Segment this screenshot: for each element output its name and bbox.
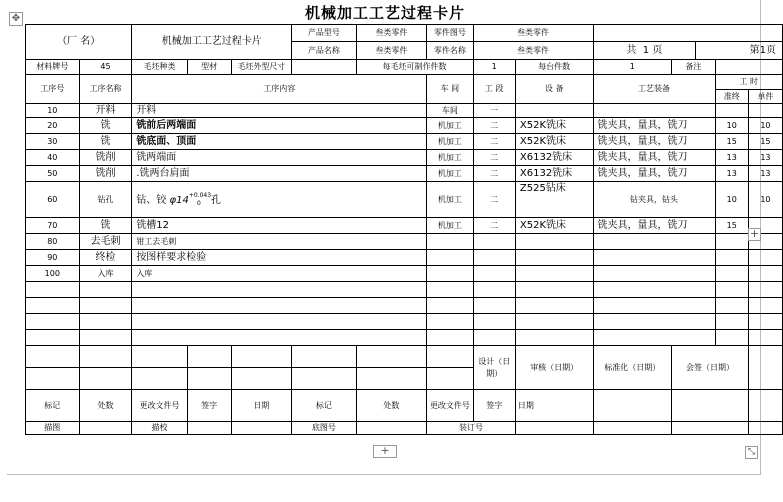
- op-section: 二: [473, 166, 515, 182]
- col-time-prep: 准终: [715, 90, 748, 104]
- op-equipment: X6132铣床: [515, 166, 593, 182]
- product-model-value: 叁类零件: [356, 25, 427, 42]
- remarks-label: 备注: [672, 60, 715, 75]
- op-name: 铣: [79, 134, 132, 150]
- op-no: 30: [26, 134, 80, 150]
- op-time-unit: [748, 266, 782, 282]
- op-section: [473, 266, 515, 282]
- mark-label-2: 标记: [292, 390, 356, 422]
- product-name-value: 叁类零件: [356, 42, 427, 60]
- op-workshop: 机加工: [427, 150, 473, 166]
- current-page: 第1页: [696, 42, 783, 60]
- col-workshop: 车 间: [427, 75, 473, 104]
- parts-per-blank-value: 1: [473, 60, 515, 75]
- trace-check-label: 描校: [132, 422, 187, 435]
- op-time-unit: 13: [748, 166, 782, 182]
- part-name-value: 叁类零件: [473, 42, 593, 60]
- op-tooling: 铣夹具，量具，铣刀: [593, 166, 715, 182]
- blank-size-value: [292, 60, 356, 75]
- table-row: [26, 150, 783, 166]
- op-tooling: [593, 234, 715, 250]
- op-section: 一: [473, 104, 515, 118]
- table-row: [26, 234, 783, 250]
- op-tooling: 铣夹具，量具，铣刀: [593, 218, 715, 234]
- op-time-prep: 10: [715, 118, 748, 134]
- op-name: 入库: [79, 266, 132, 282]
- resize-icon[interactable]: ⤡: [745, 446, 758, 459]
- table-row: [26, 166, 783, 182]
- table-row: [26, 182, 783, 218]
- table-row: [26, 218, 783, 234]
- op-name: 铣削: [79, 166, 132, 182]
- review-date-label: 审核（日期）: [515, 346, 593, 390]
- op-content: .铣两台肩面: [132, 166, 427, 182]
- op-time-prep: 10: [715, 182, 748, 218]
- table-row: [26, 134, 783, 150]
- op-section: 二: [473, 118, 515, 134]
- change-doc-label: 更改文件号: [132, 390, 187, 422]
- op-section: [473, 250, 515, 266]
- op-workshop: [427, 266, 473, 282]
- op-time-prep: 15: [715, 218, 748, 234]
- empty-row: [26, 314, 783, 330]
- op-section: 二: [473, 218, 515, 234]
- parts-per-unit-value: 1: [593, 60, 672, 75]
- product-name-label: 产品名称: [292, 42, 356, 60]
- op-content: 铣两端面: [132, 150, 427, 166]
- op-content: 钳工去毛刺: [132, 234, 427, 250]
- header-empty-cell: [593, 25, 782, 42]
- op-time-unit: [748, 104, 782, 118]
- add-column-plus-icon[interactable]: +: [749, 227, 760, 240]
- op-name: 开料: [79, 104, 132, 118]
- base-no-label: 底图号: [292, 422, 356, 435]
- op-time-prep: 15: [715, 134, 748, 150]
- op-tooling: [593, 104, 715, 118]
- op-no: 40: [26, 150, 80, 166]
- design-date-label: 设计（日期）: [473, 346, 515, 390]
- count-label: 处数: [79, 390, 132, 422]
- col-time-unit: 单件: [748, 90, 782, 104]
- op-workshop: 机加工: [427, 218, 473, 234]
- op-content: 钻、铰 $\varphi 14^{+0.043}_0$ 孔: [132, 182, 427, 218]
- op-content: 铣槽12: [132, 218, 427, 234]
- op-no: 90: [26, 250, 80, 266]
- op-time-prep: [715, 234, 748, 250]
- op-time-unit: [748, 250, 782, 266]
- op-section: 二: [473, 134, 515, 150]
- op-content: 按图样要求检验: [132, 250, 427, 266]
- move-icon[interactable]: ✥: [9, 12, 23, 26]
- process-card-table: [25, 24, 783, 435]
- op-no: 80: [26, 234, 80, 250]
- col-op-no: 工序号: [26, 75, 80, 104]
- op-time-unit: 13: [748, 150, 782, 166]
- op-tooling: 钻夹具，钻头: [593, 182, 715, 218]
- empty-row: [26, 330, 783, 346]
- binding-no-label: 装订号: [427, 422, 516, 435]
- table-row: [26, 118, 783, 134]
- op-tooling: [593, 266, 715, 282]
- op-workshop: 机加工: [427, 134, 473, 150]
- part-drawing-value: 叁类零件: [473, 25, 593, 42]
- op-time-unit: 10: [748, 182, 782, 218]
- diameter-symbol: φ14: [169, 194, 189, 206]
- table-row: [26, 250, 783, 266]
- op-no: 100: [26, 266, 80, 282]
- op-time-unit: 15: [748, 134, 782, 150]
- countersign-date-label: 会签（日期）: [672, 346, 749, 390]
- op-content: 铣底面、顶面: [132, 134, 427, 150]
- op-tooling: 铣夹具，量具，铣刀: [593, 150, 715, 166]
- part-drawing-label: 零件图号: [427, 25, 473, 42]
- op-workshop: 机加工: [427, 118, 473, 134]
- op-equipment: X6132铣床: [515, 150, 593, 166]
- factory-name: （厂 名）: [26, 25, 132, 60]
- op-tooling: 铣夹具，量具，铣刀: [593, 134, 715, 150]
- col-time: 工 时: [715, 75, 782, 90]
- op-workshop: 机加工: [427, 166, 473, 182]
- op-no: 20: [26, 118, 80, 134]
- op-name: 铣: [79, 118, 132, 134]
- op-time-prep: [715, 250, 748, 266]
- trace-label: 描图: [26, 422, 80, 435]
- date-label: 日期: [231, 390, 292, 422]
- op-time-prep: 13: [715, 150, 748, 166]
- op-equipment: X52K铣床: [515, 134, 593, 150]
- op-content: 入库: [132, 266, 427, 282]
- op-content: 铣前后两端面: [132, 118, 427, 134]
- remarks-value: [715, 60, 782, 75]
- sign-label-2: 签字: [473, 390, 515, 422]
- op-equipment: [515, 104, 593, 118]
- change-doc-label-2: 更改文件号: [427, 390, 473, 422]
- op-time-unit: 10: [748, 118, 782, 134]
- op-workshop: 机加工: [427, 182, 473, 218]
- op-equipment: Z525钻床: [515, 182, 593, 218]
- op-tooling: 铣夹具，量具，铣刀: [593, 118, 715, 134]
- col-op-content: 工序内容: [132, 75, 427, 104]
- parts-per-blank-label: 每毛坯可制作件数: [356, 60, 473, 75]
- col-section: 工 段: [473, 75, 515, 104]
- op-name: 钻孔: [79, 182, 132, 218]
- table-row: [26, 266, 783, 282]
- date-label-2: 日期: [515, 390, 593, 422]
- op-name: 铣削: [79, 150, 132, 166]
- card-name: 机械加工工艺过程卡片: [132, 25, 292, 60]
- op-time-prep: [715, 266, 748, 282]
- standard-date-label: 标准化（日期）: [593, 346, 672, 390]
- op-workshop: [427, 234, 473, 250]
- op-content: 开料: [132, 104, 427, 118]
- op-section: 二: [473, 150, 515, 166]
- op-time-prep: [715, 104, 748, 118]
- table-row: [26, 104, 783, 118]
- material-grade-value: 45: [79, 60, 132, 75]
- col-op-name: 工序名称: [79, 75, 132, 104]
- op-name: 终检: [79, 250, 132, 266]
- empty-row: [26, 298, 783, 314]
- part-name-label: 零件名称: [427, 42, 473, 60]
- parts-per-unit-label: 每台件数: [515, 60, 593, 75]
- product-model-label: 产品型号: [292, 25, 356, 42]
- op-equipment: X52K铣床: [515, 118, 593, 134]
- sign-label: 签字: [187, 390, 231, 422]
- add-row-plus-icon[interactable]: +: [373, 445, 397, 458]
- op-equipment: X52K铣床: [515, 218, 593, 234]
- blank-size-label: 毛坯外型尺寸: [231, 60, 292, 75]
- blank-type-value: 型材: [187, 60, 231, 75]
- op-no: 70: [26, 218, 80, 234]
- blank-type-label: 毛坯种类: [132, 60, 187, 75]
- op-no: 60: [26, 182, 80, 218]
- mark-label: 标记: [26, 390, 80, 422]
- col-equipment: 设 备: [515, 75, 593, 104]
- op-no: 50: [26, 166, 80, 182]
- op-workshop: 车间: [427, 104, 473, 118]
- op-section: 二: [473, 182, 515, 218]
- op-name: 去毛刺: [79, 234, 132, 250]
- op-tooling: [593, 250, 715, 266]
- col-tooling: 工艺装备: [593, 75, 715, 104]
- count-label-2: 处数: [356, 390, 427, 422]
- material-grade-label: 材料牌号: [26, 60, 80, 75]
- op-workshop: [427, 250, 473, 266]
- op-name: 铣: [79, 218, 132, 234]
- op-equipment: [515, 250, 593, 266]
- op-time-prep: 13: [715, 166, 748, 182]
- page-title: 机械加工工艺过程卡片: [304, 4, 465, 22]
- total-pages: 共 1 页: [593, 42, 696, 60]
- op-equipment: [515, 234, 593, 250]
- empty-row: [26, 282, 783, 298]
- op-equipment: [515, 266, 593, 282]
- op-section: [473, 234, 515, 250]
- op-no: 10: [26, 104, 80, 118]
